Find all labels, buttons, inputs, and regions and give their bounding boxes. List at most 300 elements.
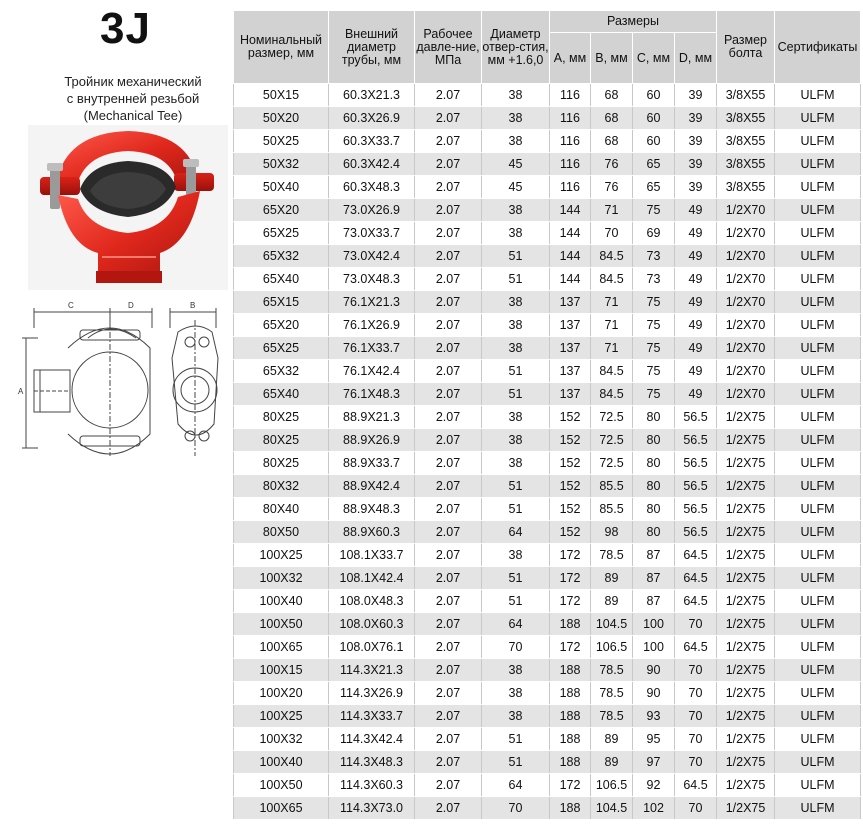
cell-dim-d: 70 (675, 659, 717, 682)
cell-dim-b: 98 (591, 521, 633, 544)
cell-certificate: ULFM (775, 636, 861, 659)
cell-dim-a: 152 (550, 406, 591, 429)
technical-drawing (18, 298, 230, 458)
cell-hole-diameter: 38 (482, 314, 550, 337)
cell-working-pressure: 2.07 (415, 728, 482, 751)
cell-outer-diameter: 114.3X48.3 (329, 751, 415, 774)
cell-bolt-size: 1/2X75 (717, 751, 775, 774)
cell-nominal-size: 65X20 (234, 314, 329, 337)
cell-dim-d: 70 (675, 613, 717, 636)
cell-working-pressure: 2.07 (415, 475, 482, 498)
cell-working-pressure: 2.07 (415, 245, 482, 268)
cell-dim-c: 80 (633, 521, 675, 544)
cell-certificate: ULFM (775, 521, 861, 544)
cell-dim-a: 188 (550, 682, 591, 705)
cell-dim-c: 65 (633, 153, 675, 176)
cell-hole-diameter: 38 (482, 291, 550, 314)
cell-dim-c: 87 (633, 590, 675, 613)
cell-dim-b: 85.5 (591, 498, 633, 521)
cell-working-pressure: 2.07 (415, 222, 482, 245)
cell-certificate: ULFM (775, 360, 861, 383)
cell-dim-d: 70 (675, 728, 717, 751)
cell-dim-b: 78.5 (591, 659, 633, 682)
cell-outer-diameter: 108.1X42.4 (329, 567, 415, 590)
cell-hole-diameter: 38 (482, 544, 550, 567)
cell-working-pressure: 2.07 (415, 613, 482, 636)
cell-outer-diameter: 76.1X33.7 (329, 337, 415, 360)
cell-bolt-size: 3/8X55 (717, 84, 775, 107)
cell-dim-b: 70 (591, 222, 633, 245)
cell-dim-b: 71 (591, 199, 633, 222)
cell-dim-d: 64.5 (675, 590, 717, 613)
cell-dim-d: 49 (675, 337, 717, 360)
spec-table-body (234, 84, 861, 820)
cell-bolt-size: 1/2X75 (717, 429, 775, 452)
cell-dim-c: 73 (633, 245, 675, 268)
cell-dim-b: 68 (591, 130, 633, 153)
cell-bolt-size: 1/2X70 (717, 199, 775, 222)
table-row (234, 797, 861, 820)
cell-dim-d: 70 (675, 751, 717, 774)
cell-hole-diameter: 45 (482, 153, 550, 176)
cell-hole-diameter: 38 (482, 429, 550, 452)
cell-dim-a: 188 (550, 613, 591, 636)
table-row (234, 590, 861, 613)
cell-dim-d: 64.5 (675, 567, 717, 590)
cell-bolt-size: 1/2X70 (717, 337, 775, 360)
cell-working-pressure: 2.07 (415, 268, 482, 291)
cell-dim-b: 72.5 (591, 452, 633, 475)
cell-dim-d: 39 (675, 153, 717, 176)
cell-dim-c: 93 (633, 705, 675, 728)
cell-dim-a: 137 (550, 314, 591, 337)
cell-dim-b: 84.5 (591, 360, 633, 383)
cell-outer-diameter: 88.9X33.7 (329, 452, 415, 475)
cell-hole-diameter: 51 (482, 245, 550, 268)
cell-certificate: ULFM (775, 590, 861, 613)
table-row (234, 199, 861, 222)
cell-bolt-size: 1/2X75 (717, 452, 775, 475)
table-row (234, 429, 861, 452)
cell-hole-diameter: 38 (482, 222, 550, 245)
product-caption (38, 73, 228, 124)
cell-dim-a: 137 (550, 360, 591, 383)
cell-dim-a: 116 (550, 153, 591, 176)
cell-outer-diameter: 73.0X26.9 (329, 199, 415, 222)
caption-line: (Mechanical Tee) (83, 108, 183, 123)
cell-bolt-size: 1/2X75 (717, 521, 775, 544)
dim-label-d: D (128, 301, 134, 310)
cell-dim-c: 80 (633, 498, 675, 521)
table-row (234, 475, 861, 498)
cell-dim-c: 97 (633, 751, 675, 774)
table-row (234, 521, 861, 544)
cell-dim-c: 80 (633, 429, 675, 452)
cell-outer-diameter: 114.3X73.0 (329, 797, 415, 820)
cell-dim-b: 76 (591, 176, 633, 199)
cell-dim-b: 71 (591, 291, 633, 314)
dim-label-c: C (68, 301, 74, 310)
cell-certificate: ULFM (775, 567, 861, 590)
table-row (234, 130, 861, 153)
cell-dim-b: 89 (591, 751, 633, 774)
header-dim-b: B, мм (591, 33, 633, 84)
cell-bolt-size: 1/2X75 (717, 567, 775, 590)
cell-hole-diameter: 38 (482, 130, 550, 153)
cell-nominal-size: 65X32 (234, 245, 329, 268)
cell-dim-a: 152 (550, 498, 591, 521)
cell-bolt-size: 3/8X55 (717, 130, 775, 153)
cell-bolt-size: 1/2X70 (717, 314, 775, 337)
cell-dim-c: 80 (633, 406, 675, 429)
table-row (234, 406, 861, 429)
cell-bolt-size: 1/2X75 (717, 659, 775, 682)
cell-working-pressure: 2.07 (415, 774, 482, 797)
table-row (234, 682, 861, 705)
table-row (234, 383, 861, 406)
table-row (234, 107, 861, 130)
cell-nominal-size: 65X40 (234, 383, 329, 406)
cell-dim-d: 56.5 (675, 521, 717, 544)
cell-dim-a: 137 (550, 337, 591, 360)
table-row (234, 636, 861, 659)
product-photo (28, 125, 228, 290)
cell-dim-b: 78.5 (591, 544, 633, 567)
cell-certificate: ULFM (775, 728, 861, 751)
cell-nominal-size: 80X32 (234, 475, 329, 498)
cell-outer-diameter: 73.0X33.7 (329, 222, 415, 245)
cell-dim-c: 87 (633, 544, 675, 567)
cell-dim-a: 137 (550, 383, 591, 406)
cell-dim-c: 75 (633, 360, 675, 383)
cell-dim-a: 172 (550, 544, 591, 567)
cell-nominal-size: 65X15 (234, 291, 329, 314)
cell-outer-diameter: 73.0X42.4 (329, 245, 415, 268)
cell-dim-d: 49 (675, 199, 717, 222)
cell-dim-b: 104.5 (591, 613, 633, 636)
cell-dim-a: 188 (550, 659, 591, 682)
cell-dim-c: 75 (633, 314, 675, 337)
cell-nominal-size: 50X20 (234, 107, 329, 130)
cell-bolt-size: 1/2X70 (717, 245, 775, 268)
cell-hole-diameter: 45 (482, 176, 550, 199)
cell-bolt-size: 1/2X70 (717, 291, 775, 314)
cell-working-pressure: 2.07 (415, 636, 482, 659)
cell-nominal-size: 80X40 (234, 498, 329, 521)
cell-nominal-size: 100X32 (234, 728, 329, 751)
cell-certificate: ULFM (775, 84, 861, 107)
spec-table (233, 10, 861, 820)
table-row (234, 360, 861, 383)
cell-certificate: ULFM (775, 406, 861, 429)
cell-working-pressure: 2.07 (415, 130, 482, 153)
cell-certificate: ULFM (775, 199, 861, 222)
table-row (234, 728, 861, 751)
table-row (234, 705, 861, 728)
table-row (234, 245, 861, 268)
cell-nominal-size: 100X40 (234, 751, 329, 774)
cell-outer-diameter: 60.3X21.3 (329, 84, 415, 107)
cell-hole-diameter: 38 (482, 705, 550, 728)
cell-dim-d: 56.5 (675, 475, 717, 498)
cell-dim-c: 65 (633, 176, 675, 199)
cell-dim-d: 49 (675, 222, 717, 245)
cell-bolt-size: 1/2X75 (717, 797, 775, 820)
cell-working-pressure: 2.07 (415, 429, 482, 452)
header-hole-diameter: Диаметр отвер-стия, мм +1.6,0 (482, 11, 550, 84)
cell-working-pressure: 2.07 (415, 360, 482, 383)
cell-bolt-size: 3/8X55 (717, 107, 775, 130)
cell-nominal-size: 65X25 (234, 222, 329, 245)
cell-nominal-size: 100X25 (234, 544, 329, 567)
cell-dim-a: 137 (550, 291, 591, 314)
cell-dim-b: 89 (591, 590, 633, 613)
cell-hole-diameter: 51 (482, 751, 550, 774)
cell-nominal-size: 50X32 (234, 153, 329, 176)
table-row (234, 84, 861, 107)
cell-dim-a: 152 (550, 475, 591, 498)
cell-dim-b: 85.5 (591, 475, 633, 498)
header-pressure: Рабочее давле-ние, МПа (415, 11, 482, 84)
cell-hole-diameter: 38 (482, 107, 550, 130)
cell-dim-c: 69 (633, 222, 675, 245)
table-row (234, 176, 861, 199)
cell-outer-diameter: 114.3X42.4 (329, 728, 415, 751)
cell-dim-c: 95 (633, 728, 675, 751)
cell-dim-d: 64.5 (675, 774, 717, 797)
cell-certificate: ULFM (775, 383, 861, 406)
cell-certificate: ULFM (775, 429, 861, 452)
cell-dim-d: 49 (675, 268, 717, 291)
cell-hole-diameter: 64 (482, 613, 550, 636)
cell-outer-diameter: 88.9X26.9 (329, 429, 415, 452)
cell-outer-diameter: 76.1X21.3 (329, 291, 415, 314)
cell-bolt-size: 1/2X75 (717, 728, 775, 751)
cell-working-pressure: 2.07 (415, 544, 482, 567)
cell-working-pressure: 2.07 (415, 659, 482, 682)
cell-dim-b: 68 (591, 107, 633, 130)
cell-hole-diameter: 70 (482, 636, 550, 659)
cell-bolt-size: 1/2X75 (717, 475, 775, 498)
cell-dim-b: 84.5 (591, 383, 633, 406)
cell-hole-diameter: 38 (482, 337, 550, 360)
cell-dim-b: 72.5 (591, 406, 633, 429)
cell-hole-diameter: 51 (482, 498, 550, 521)
table-row (234, 291, 861, 314)
cell-dim-c: 80 (633, 452, 675, 475)
cell-certificate: ULFM (775, 222, 861, 245)
cell-working-pressure: 2.07 (415, 314, 482, 337)
cell-nominal-size: 80X50 (234, 521, 329, 544)
cell-nominal-size: 80X25 (234, 429, 329, 452)
cell-dim-b: 71 (591, 314, 633, 337)
cell-certificate: ULFM (775, 314, 861, 337)
cell-outer-diameter: 60.3X42.4 (329, 153, 415, 176)
cell-dim-a: 172 (550, 567, 591, 590)
cell-dim-b: 106.5 (591, 774, 633, 797)
table-row (234, 774, 861, 797)
cell-certificate: ULFM (775, 107, 861, 130)
cell-dim-a: 172 (550, 774, 591, 797)
cell-outer-diameter: 114.3X21.3 (329, 659, 415, 682)
cell-nominal-size: 100X65 (234, 636, 329, 659)
cell-dim-d: 56.5 (675, 429, 717, 452)
cell-dim-c: 100 (633, 613, 675, 636)
cell-bolt-size: 3/8X55 (717, 153, 775, 176)
cell-dim-d: 49 (675, 245, 717, 268)
table-row (234, 452, 861, 475)
cell-certificate: ULFM (775, 797, 861, 820)
cell-dim-a: 152 (550, 452, 591, 475)
cell-nominal-size: 100X50 (234, 774, 329, 797)
cell-outer-diameter: 114.3X26.9 (329, 682, 415, 705)
header-dim-a: A, мм (550, 33, 591, 84)
cell-dim-d: 49 (675, 291, 717, 314)
cell-nominal-size: 100X40 (234, 590, 329, 613)
cell-outer-diameter: 108.0X60.3 (329, 613, 415, 636)
cell-dim-d: 49 (675, 314, 717, 337)
cell-working-pressure: 2.07 (415, 567, 482, 590)
cell-dim-c: 75 (633, 383, 675, 406)
cell-dim-c: 90 (633, 682, 675, 705)
cell-outer-diameter: 108.0X48.3 (329, 590, 415, 613)
cell-certificate: ULFM (775, 475, 861, 498)
cell-certificate: ULFM (775, 682, 861, 705)
cell-dim-d: 56.5 (675, 498, 717, 521)
cell-dim-c: 100 (633, 636, 675, 659)
cell-dim-d: 39 (675, 130, 717, 153)
header-outer-diameter: Внешний диаметр трубы, мм (329, 11, 415, 84)
header-dim-c: C, мм (633, 33, 675, 84)
cell-dim-b: 71 (591, 337, 633, 360)
cell-working-pressure: 2.07 (415, 452, 482, 475)
cell-certificate: ULFM (775, 613, 861, 636)
cell-dim-a: 144 (550, 222, 591, 245)
table-row (234, 567, 861, 590)
cell-outer-diameter: 88.9X21.3 (329, 406, 415, 429)
cell-certificate: ULFM (775, 245, 861, 268)
caption-line: с внутренней резьбой (66, 91, 200, 106)
caption-line: Тройник механический (64, 74, 202, 89)
cell-bolt-size: 1/2X75 (717, 590, 775, 613)
cell-hole-diameter: 51 (482, 383, 550, 406)
cell-dim-d: 49 (675, 360, 717, 383)
cell-hole-diameter: 51 (482, 475, 550, 498)
cell-dim-d: 70 (675, 682, 717, 705)
cell-bolt-size: 1/2X75 (717, 613, 775, 636)
cell-certificate: ULFM (775, 130, 861, 153)
cell-dim-d: 56.5 (675, 452, 717, 475)
cell-bolt-size: 1/2X75 (717, 406, 775, 429)
header-bolt-size: Размер болта (717, 11, 775, 84)
cell-dim-b: 106.5 (591, 636, 633, 659)
cell-dim-c: 60 (633, 130, 675, 153)
cell-nominal-size: 100X25 (234, 705, 329, 728)
cell-dim-b: 89 (591, 728, 633, 751)
cell-certificate: ULFM (775, 268, 861, 291)
cell-bolt-size: 1/2X70 (717, 383, 775, 406)
cell-dim-b: 72.5 (591, 429, 633, 452)
table-row (234, 268, 861, 291)
cell-nominal-size: 65X20 (234, 199, 329, 222)
cell-bolt-size: 1/2X75 (717, 774, 775, 797)
cell-dim-c: 75 (633, 337, 675, 360)
cell-working-pressure: 2.07 (415, 498, 482, 521)
cell-dim-a: 172 (550, 590, 591, 613)
product-panel (0, 0, 232, 825)
table-row (234, 613, 861, 636)
table-row (234, 751, 861, 774)
cell-certificate: ULFM (775, 337, 861, 360)
cell-outer-diameter: 60.3X48.3 (329, 176, 415, 199)
cell-dim-a: 188 (550, 705, 591, 728)
cell-dim-b: 78.5 (591, 705, 633, 728)
cell-certificate: ULFM (775, 774, 861, 797)
cell-nominal-size: 100X65 (234, 797, 329, 820)
cell-dim-c: 75 (633, 291, 675, 314)
cell-dim-c: 60 (633, 84, 675, 107)
cell-working-pressure: 2.07 (415, 107, 482, 130)
cell-outer-diameter: 76.1X26.9 (329, 314, 415, 337)
cell-hole-diameter: 70 (482, 797, 550, 820)
cell-hole-diameter: 64 (482, 521, 550, 544)
cell-dim-b: 89 (591, 567, 633, 590)
cell-bolt-size: 1/2X70 (717, 360, 775, 383)
dim-label-a: A (18, 387, 24, 396)
cell-hole-diameter: 64 (482, 774, 550, 797)
cell-dim-a: 188 (550, 728, 591, 751)
cell-dim-b: 68 (591, 84, 633, 107)
cell-dim-a: 116 (550, 130, 591, 153)
cell-dim-d: 64.5 (675, 544, 717, 567)
cell-bolt-size: 1/2X75 (717, 544, 775, 567)
cell-certificate: ULFM (775, 705, 861, 728)
cell-dim-b: 84.5 (591, 268, 633, 291)
cell-working-pressure: 2.07 (415, 291, 482, 314)
table-row (234, 314, 861, 337)
cell-dim-a: 116 (550, 176, 591, 199)
cell-dim-d: 56.5 (675, 406, 717, 429)
cell-bolt-size: 3/8X55 (717, 176, 775, 199)
cell-dim-d: 39 (675, 107, 717, 130)
cell-outer-diameter: 114.3X33.7 (329, 705, 415, 728)
cell-outer-diameter: 60.3X33.7 (329, 130, 415, 153)
cell-nominal-size: 80X25 (234, 406, 329, 429)
cell-working-pressure: 2.07 (415, 406, 482, 429)
cell-outer-diameter: 76.1X42.4 (329, 360, 415, 383)
cell-working-pressure: 2.07 (415, 797, 482, 820)
table-row (234, 153, 861, 176)
cell-dim-c: 80 (633, 475, 675, 498)
cell-outer-diameter: 88.9X48.3 (329, 498, 415, 521)
cell-dim-c: 75 (633, 199, 675, 222)
cell-working-pressure: 2.07 (415, 705, 482, 728)
cell-working-pressure: 2.07 (415, 153, 482, 176)
cell-dim-d: 39 (675, 176, 717, 199)
cell-certificate: ULFM (775, 153, 861, 176)
cell-hole-diameter: 51 (482, 728, 550, 751)
cell-nominal-size: 100X15 (234, 659, 329, 682)
cell-nominal-size: 65X32 (234, 360, 329, 383)
table-row (234, 337, 861, 360)
cell-dim-a: 144 (550, 245, 591, 268)
cell-dim-b: 76 (591, 153, 633, 176)
cell-nominal-size: 100X32 (234, 567, 329, 590)
cell-dim-a: 116 (550, 107, 591, 130)
cell-bolt-size: 1/2X70 (717, 268, 775, 291)
cell-nominal-size: 50X15 (234, 84, 329, 107)
table-row (234, 222, 861, 245)
